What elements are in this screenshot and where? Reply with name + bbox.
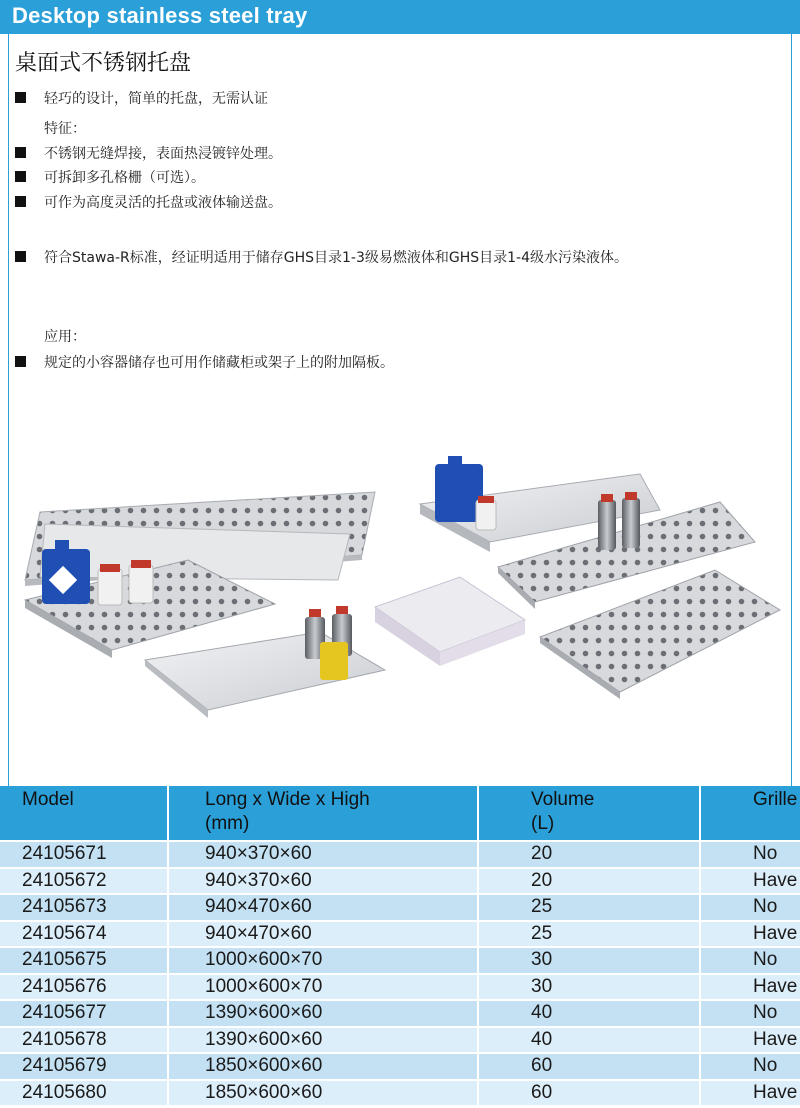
bullet-square bbox=[15, 251, 26, 262]
cell-volume: 25 bbox=[478, 894, 700, 921]
cell-grille: No bbox=[700, 1053, 800, 1080]
column-header-volume: Volume (L) bbox=[478, 786, 700, 841]
cell-model: 24105677 bbox=[0, 1000, 168, 1027]
column-header-dimensions: Long x Wide x High (mm) bbox=[168, 786, 478, 841]
cell-dimensions: 940×470×60 bbox=[168, 894, 478, 921]
compliance-note: 符合Stawa-R标准，经证明适用于储存GHS目录1-3级易燃液体和GHS目录1-4级水污染液体。 bbox=[44, 250, 629, 266]
column-header-model: Model bbox=[0, 786, 168, 841]
cell-grille: No bbox=[700, 947, 800, 974]
column-header-grille: Grille bbox=[700, 786, 800, 841]
application-label: 应用： bbox=[44, 329, 86, 345]
features-label: 特征： bbox=[44, 121, 86, 137]
cell-grille: Have bbox=[700, 868, 800, 895]
bullet-square bbox=[15, 171, 26, 182]
cell-grille: No bbox=[700, 894, 800, 921]
cell-grille: No bbox=[700, 841, 800, 868]
table-row bbox=[0, 868, 800, 895]
table-row bbox=[0, 841, 800, 868]
cell-volume: 60 bbox=[478, 1080, 700, 1106]
table-row bbox=[0, 1000, 800, 1027]
cell-grille: Have bbox=[700, 1027, 800, 1054]
spec-table bbox=[0, 786, 800, 1105]
cell-grille: Have bbox=[700, 921, 800, 948]
table-header-row bbox=[0, 786, 800, 841]
cell-dimensions: 1390×600×60 bbox=[168, 1027, 478, 1054]
cell-model: 24105672 bbox=[0, 868, 168, 895]
cell-grille: Have bbox=[700, 1080, 800, 1106]
cell-dimensions: 1390×600×60 bbox=[168, 1000, 478, 1027]
bullet-square bbox=[15, 92, 26, 103]
cell-model: 24105676 bbox=[0, 974, 168, 1001]
table-row bbox=[0, 1080, 800, 1106]
table-row bbox=[0, 974, 800, 1001]
page-title: Desktop stainless steel tray bbox=[12, 3, 308, 28]
cell-volume: 20 bbox=[478, 841, 700, 868]
cell-dimensions: 940×370×60 bbox=[168, 868, 478, 895]
cell-model: 24105675 bbox=[0, 947, 168, 974]
cell-model: 24105678 bbox=[0, 1027, 168, 1054]
cell-dimensions: 940×370×60 bbox=[168, 841, 478, 868]
cell-volume: 60 bbox=[478, 1053, 700, 1080]
cell-model: 24105674 bbox=[0, 921, 168, 948]
table-row bbox=[0, 1027, 800, 1054]
cell-volume: 40 bbox=[478, 1027, 700, 1054]
cell-dimensions: 1850×600×60 bbox=[168, 1080, 478, 1106]
cell-model: 24105671 bbox=[0, 841, 168, 868]
chinese-title: 桌面式不锈钢托盘 bbox=[15, 51, 192, 76]
cell-volume: 20 bbox=[478, 868, 700, 895]
cell-volume: 40 bbox=[478, 1000, 700, 1027]
feature-item: 可拆卸多孔格栅（可选）。 bbox=[44, 170, 205, 186]
table-row bbox=[0, 1053, 800, 1080]
cell-volume: 30 bbox=[478, 974, 700, 1001]
cell-dimensions: 1000×600×70 bbox=[168, 947, 478, 974]
table-row bbox=[0, 921, 800, 948]
cell-model: 24105680 bbox=[0, 1080, 168, 1106]
cell-dimensions: 1850×600×60 bbox=[168, 1053, 478, 1080]
bullet-square bbox=[15, 147, 26, 158]
feature-item: 不锈钢无缝焊接，表面热浸镀锌处理。 bbox=[44, 146, 282, 162]
bullet-square bbox=[15, 196, 26, 207]
table-row bbox=[0, 894, 800, 921]
table-row bbox=[0, 947, 800, 974]
feature-item: 可作为高度灵活的托盘或液体输送盘。 bbox=[44, 195, 282, 211]
cell-dimensions: 1000×600×70 bbox=[168, 974, 478, 1001]
cell-model: 24105673 bbox=[0, 894, 168, 921]
cell-volume: 25 bbox=[478, 921, 700, 948]
cell-grille: No bbox=[700, 1000, 800, 1027]
cell-dimensions: 940×470×60 bbox=[168, 921, 478, 948]
product-photo bbox=[20, 452, 785, 724]
title-bar bbox=[0, 0, 800, 34]
cell-grille: Have bbox=[700, 974, 800, 1001]
description-line: 轻巧的设计，简单的托盘，无需认证 bbox=[44, 91, 268, 107]
cell-volume: 30 bbox=[478, 947, 700, 974]
application-item: 规定的小容器储存也可用作储藏柜或架子上的附加隔板。 bbox=[44, 355, 394, 371]
cell-model: 24105679 bbox=[0, 1053, 168, 1080]
bullet-square bbox=[15, 356, 26, 367]
